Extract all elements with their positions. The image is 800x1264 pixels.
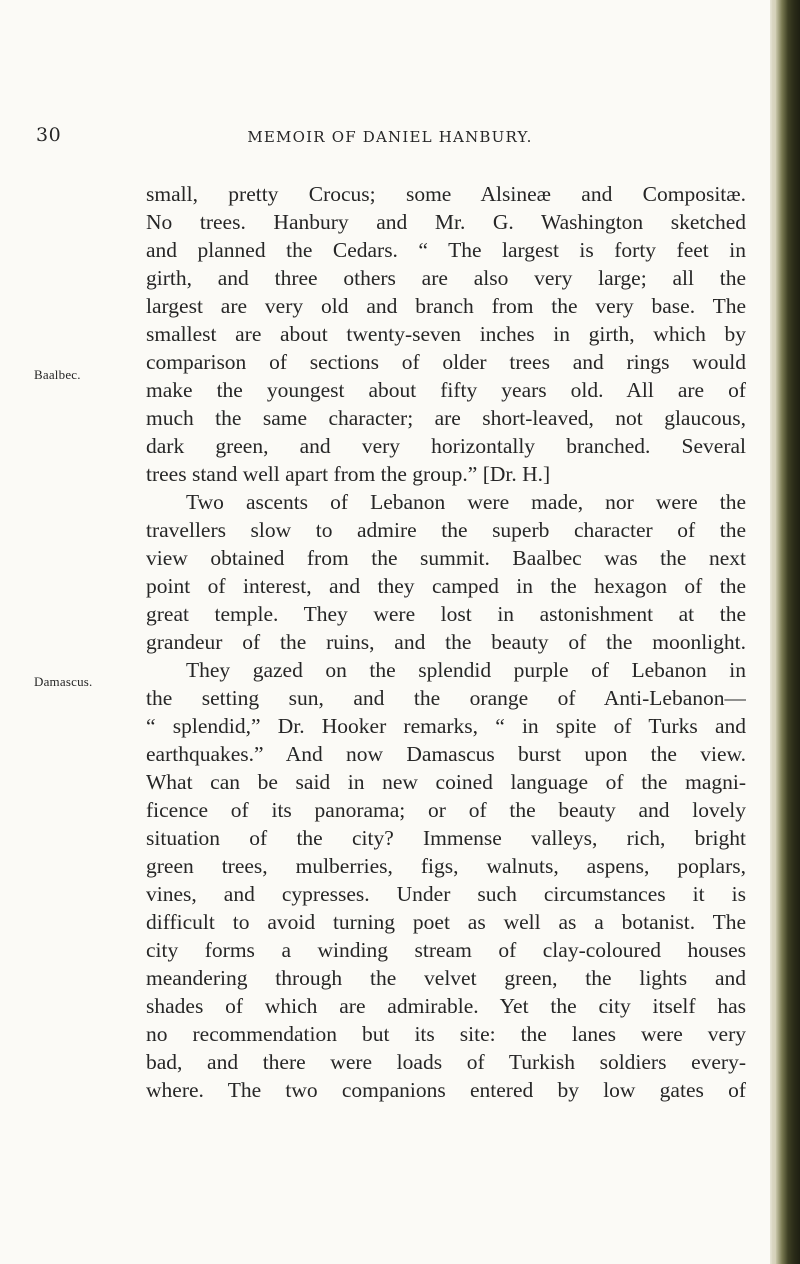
text-line: point of interest, and they camped in the hexagon of the bbox=[146, 574, 746, 598]
text-line: vines, and cypresses. Under such circumstances it is bbox=[146, 882, 746, 906]
text-line: ficence of its panorama; or of the beauty and lovely bbox=[146, 798, 746, 822]
text-line: They gazed on the splendid purple of Lebanon in bbox=[186, 658, 746, 682]
text-line: bad, and there were loads of Turkish soldiers every- bbox=[146, 1050, 746, 1074]
text-line: largest are very old and branch from the very base. The bbox=[146, 294, 746, 318]
margin-note-baalbec: Baalbec. bbox=[34, 367, 81, 382]
text-line: grandeur of the ruins, and the beauty of the moonlight. bbox=[146, 630, 746, 654]
text-line: No trees. Hanbury and Mr. G. Washington sketched bbox=[146, 210, 746, 234]
text-line: and planned the Cedars. “ The largest is forty feet in bbox=[146, 238, 746, 262]
text-line: Two ascents of Lebanon were made, nor were the bbox=[186, 490, 746, 514]
text-line: where. The two companions entered by low gates of bbox=[146, 1078, 746, 1102]
text-line: girth, and three others are also very large; all the bbox=[146, 266, 746, 290]
text-line: trees stand well apart from the group.” [Dr. H.] bbox=[146, 462, 551, 486]
text-line: no recommendation but its site: the lanes were very bbox=[146, 1022, 746, 1046]
text-line: meandering through the velvet green, the lights and bbox=[146, 966, 746, 990]
page-edge-shadow bbox=[770, 0, 800, 1264]
page-number: 30 bbox=[36, 124, 62, 146]
body-text bbox=[146, 180, 746, 1104]
text-line: difficult to avoid turning poet as well as a botanist. The bbox=[146, 910, 746, 934]
text-line: great temple. They were lost in astonishment at the bbox=[146, 602, 746, 626]
text-line: travellers slow to admire the superb character of the bbox=[146, 518, 746, 542]
text-line: comparison of sections of older trees and rings would bbox=[146, 350, 746, 374]
text-line: shades of which are admirable. Yet the city itself has bbox=[146, 994, 746, 1018]
text-line: situation of the city? Immense valleys, rich, bright bbox=[146, 826, 746, 850]
margin-note-damascus: Damascus. bbox=[34, 674, 93, 689]
text-line: earthquakes.” And now Damascus burst upon the view. bbox=[146, 742, 746, 766]
running-head: MEMOIR OF DANIEL HANBURY. bbox=[247, 128, 533, 146]
text-line: green trees, mulberries, figs, walnuts, aspens, poplars, bbox=[146, 854, 746, 878]
text-line: make the youngest about fifty years old. All are of bbox=[146, 378, 746, 402]
text-line: view obtained from the summit. Baalbec was the next bbox=[146, 546, 746, 570]
text-line: dark green, and very horizontally branched. Several bbox=[146, 434, 746, 458]
text-line: smallest are about twenty-seven inches in girth, which by bbox=[146, 322, 746, 346]
text-line: “ splendid,” Dr. Hooker remarks, “ in spite of Turks and bbox=[146, 714, 746, 738]
text-line: small, pretty Crocus; some Alsineæ and Compositæ. bbox=[146, 182, 746, 206]
text-line: What can be said in new coined language of the magni- bbox=[146, 770, 746, 794]
text-line: much the same character; are short-leaved, not glaucous, bbox=[146, 406, 746, 430]
text-line: city forms a winding stream of clay-coloured houses bbox=[146, 938, 746, 962]
text-line: the setting sun, and the orange of Anti-Lebanon— bbox=[146, 686, 746, 710]
